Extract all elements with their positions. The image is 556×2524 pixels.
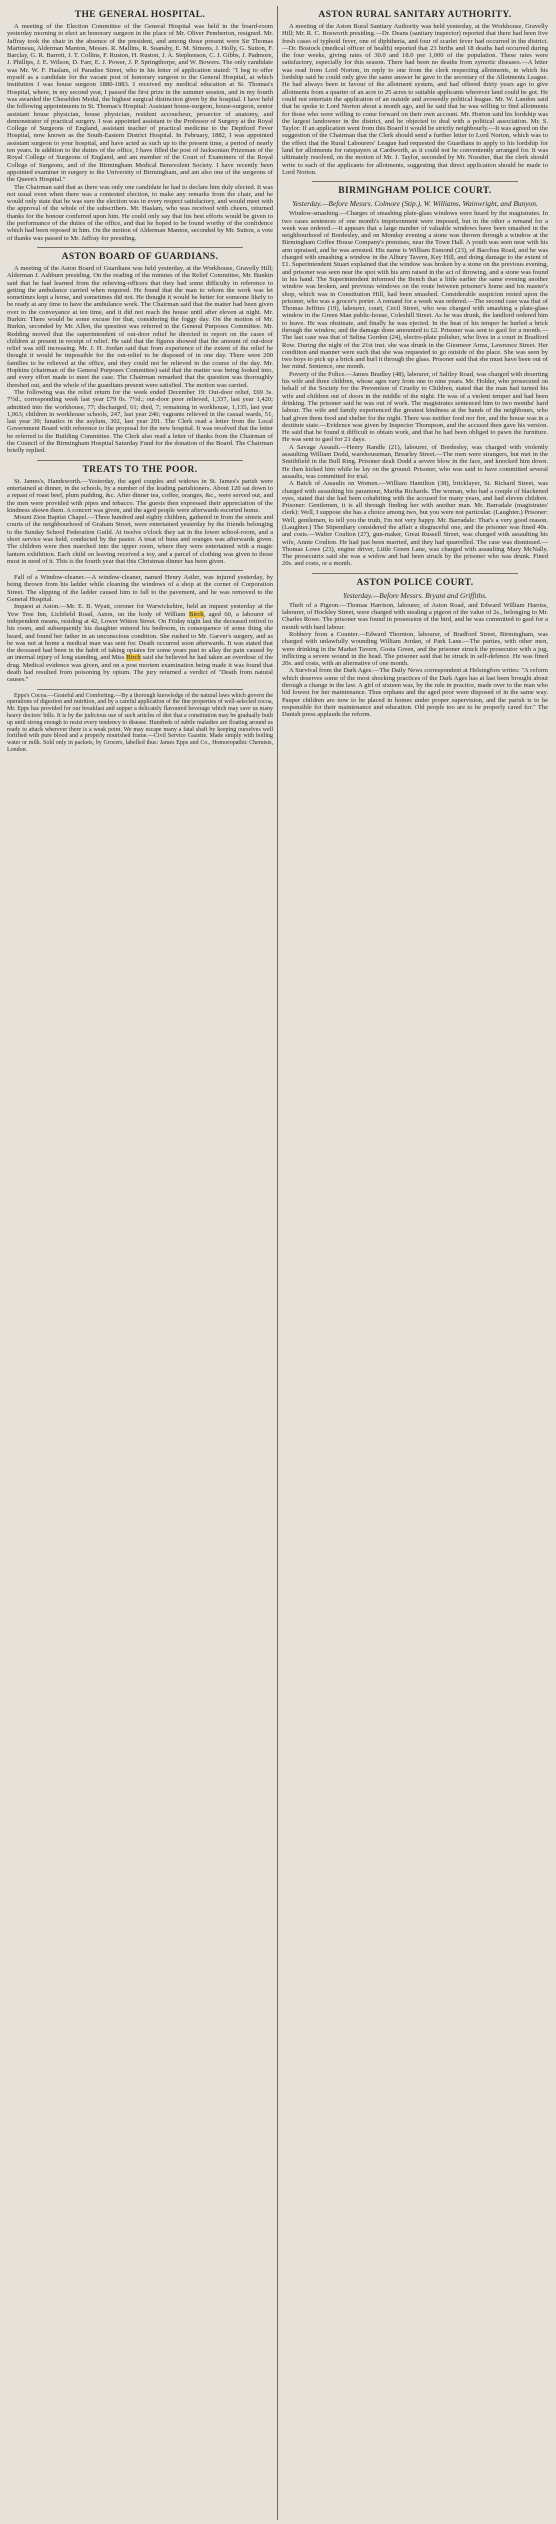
general-hospital-para-2: The Chairman said that as there was only one candidate he had to declare him duly elected. It was not usual even when there was a contested election, to make any remarks from the chair, and he would only state that he was sure the election was in every respect satisfactory, and would meet with the approval of the whole of the subscribers. Mr. Haslam, who was received with cheers, returned thanks for the honour conferred upon him. He could only say that his best efforts would be given to the performance of the duties of the office, and that he hoped to be found worthy of the confidence which had been reposed in him. On the motion of Alderman Manton, seconded by Mr. Sutton, a vote of thanks was passed to Mr. Jaffray for presiding. <box>7 183 273 242</box>
police-para-4: A Batch of Assaults on Women.—William Hamilton (38), bricklayer, St. Richard Street, was charged with assaulting his paramour, Martha Richards. The woman, who had a couple of blackened eyes, stated that she had been cohabiting with the accused for many years, and had eleven children. Prisoner: Gentlemen, it is all through finding her with another man. Mr. Barradale (magistrates' clerk): Well, I suppose she has a choice among two, but you were not particular. (Laughter.) Prisoner: Well, gentlemen, to tell you the truth, I'm not very happy. Mr. Barradale: That's a very good reason. (Laughter.) The Stipendiary considered the affair a disgraceful one, and the prisoner was fined 40s. and costs.—Walter Coulton (27), gun-maker, Great Russell Street, was charged with assaulting his wife, Annie Coulton. He had just been married, and they had quarrelled. The case was dismissed.—Thomas Lowe (23), engine driver, Little Green Lane, was charged with assaulting Mary McNally. The prosecutrix said she was a widow and had been struck by the prisoner who was drunk. Fined 20s. and costs, or a month. <box>282 480 548 568</box>
general-hospital-para-1: A meeting of the Election Committee of the General Hospital was held in the board-room yesterday morning to elect an honorary surgeon in the place of Mr. Oliver Pemberton, resigned. Mr. Jaffray took the chair in the absence of the president, and among those present were Sir Thomas Martineau, Alderman Manton, Messrs. R. Mallins, R. Soansby, E. M. Simons, J. Holly, G. Sutton, F. Barclay, G. R. Barrett, J. T. Collins, F. Ruston, H. Ruston, J. A. Stephenson, C. J. Gibbs, J. Padmore, J. Phillips, J. E. Wilson, D. Farr, E. J. Power, J. P. Springthorpe, and W. Bowers. The only candidate was Mr. W. F. Haslam, of Paradise Street, who in his letter of application stated: "I beg to offer myself as a candidate for the vacant post of honorary surgeon to the General Hospital, at which institution I was house surgeon 1880-1883. I received my medical education at St. Thomas's Hospital, where, in my second year, I passed the first prize in the summer session, and in my fourth was awarded the Cheselden Medal, the highest surgical distinction given by the hospital. I have held the following appointments in St. Thomas's Hospital: Assistant house-surgeon, house-surgeon, senior assistant house physician, house physician, resident accoucheur, prosector of anatomy, and demonstrator of practical surgery. I was appointed assistant to the Professor of Surgery at the Royal College of Surgeons of England, assistant teacher of practical medicine to the Deptford Fever Hospital, now known as the South-Eastern District Hospital. In February, 1882, I was appointed assistant surgeon to your hospital, and have acted as such up to the present time, a period of nearly ten years. In addition to the duties of the office, I have filled the post of Jacksonian Prizeman of the Royal College of Surgeons of England, and am member of the Court of Examiners of the Royal College of Surgeons, and of the Birmingham Medical Benevolent Society. I have recently been appointed examiner in surgery to the University of Birmingham, and am also one of the surgeons of the Queen's Hospital." <box>7 23 273 184</box>
treats-heading: TREATS TO THE POOR. <box>82 464 198 475</box>
aston-police-para-2: Robbery from a Counter.—Edward Thornton, labourer, of Bradford Street, Birmingham, was charged with unlawfully wounding William Jordan, of Park Lane.—The parties, with other men, were drinking in the Market Tavern, Gosta Green, and the prisoner struck the prosecutor with a jug, inflicting a severe wound in the head. The prisoner said that he struck in self-defence. He was fined 20s. and costs, with an alternative of one month. <box>282 630 548 668</box>
cocoa-footnote: Epps's Cocoa.—Grateful and Comforting.—By a thorough knowledge of the natural laws which govern the operations of digestion and nutrition, and by a careful application of the fine properties of well-selected cocoa, Mr. Epps has provided for our breakfast and supper a delicately flavoured beverage which may save us many heavy doctors' bills. It is by the judicious use of such articles of diet that a constitution may be gradually built up until strong enough to resist every tendency to disease. Hundreds of subtle maladies are floating around us ready to attack wherever there is a weak point. We may escape many a fatal shaft by keeping ourselves well fortified with pure blood and a properly nourished frame.—Civil Service Gazette. Made simply with boiling water or milk. Sold only in packets, by Grocers, labelled thus: James Epps and Co., Homoeopathic Chemists, London. <box>7 692 273 754</box>
police-court-note: Yesterday.—Before Messrs. Colmore (Stip.), W. Williams, Wainwright, and Bunyon. <box>292 199 538 209</box>
window-cleaner-para: Fall of a Window-cleaner.—A window-cleaner, named Henry Astler, was injured yesterday, by being thrown from his ladder while cleaning the windows of a shop at the corner of Corporation Street. The slipping of the ladder caused him to fall to the pavement, and he was removed to the General Hospital. <box>7 574 273 604</box>
aston-police-heading: ASTON POLICE COURT. <box>356 577 474 588</box>
police-para-2: Poverty of the Police.—James Bradley (48), labourer, of Saltley Road, was charged with deserting his wife and three children, whose ages vary from one to nine years. Mr. Holder, who prosecuted on behalf of the Society for the Prevention of Cruelty to Children, stated that the man had turned his wife and children out of doors in the middle of the night. He was of a violent temper and had been drinking. The prisoner said he was out of work. The magistrates sentenced him to two months' hard labour. The wife and family experienced the greatest kindness at the hands of the neighbours, who had given them food and shelter for the night. There was neither food nor fire, and the house was in a destitute state.—Evidence was given by Inspector Thompson, and the accused then gave his version. He said that he found it difficult to obtain work, and that he had been obliged to pawn the furniture. He was sent to gaol for 21 days. <box>282 370 548 444</box>
aston-police-para-1: Theft of a Pigeon.—Thomas Harrison, labourer, of Aston Road, and Edward William Harriss, labourer, of Hockley Street, were charged with stealing a pigeon of the value of 2s., belonging to Mr. Charles Rowe. The prisoner was found in possession of the bird, and he was committed to gaol for a month with hard labour. <box>282 601 548 631</box>
section-rule <box>37 570 243 571</box>
treats-para-1: St. James's, Handsworth.—Yesterday, the aged couples and widows in St. James's parish were entertained at dinner, in the schools, by a number of the leading parishioners. About 120 sat down to a repast of roast beef, plum pudding, &c. After dinner tea, coffee, oranges, &c., were served out, and the men were provided with pipes and tobacco. The guests then expressed their appreciation of the kindness shown them. A concert was given, and the aged people were afterwards escorted home. <box>7 477 273 514</box>
guardians-heading: ASTON BOARD OF GUARDIANS. <box>61 251 219 262</box>
guardians-para-1: A meeting of the Aston Board of Guardians was held yesterday, at the Workhouse, Gravelly Hill; Alderman J. Ashburn presiding. On the reading of the minutes of the Relief Committee, Mr. Bunkin said that he had learned from the relieving-officers that they had some difficulty in reference to getting the ambulance carried when required. He found that the man to whom the work was let sometimes kept a horse, and sometimes did not. He thought it would be better for someone likely to be ready at any time to have the ambulance work. The Chairman said that the matter had been given over to the conveyance at ten time, and it did not reach the house until after eleven at night. Mr. Burkin: There would be some excuse for that, considering the foggy day. On the motion of Mr. Burkin, seconded by Mr. Allen, the question was referred to the General Purposes Committee. Mr. Redding moved that the superintendent of out-door relief be directed to report on the cases of children at present in receipt of relief. He said that the figures showed that the amount of out-door relief was still increasing. Mr. J. H. Jordan said that from experience of the extent of the relief he thought it would be impossible for the out-relief to be disposed of in one day. There were 200 families to be relieved at the office, and they could not be relieved in the course of the day. Mr. Hopkins (chairman of the General Purposes Committee) said that the matter was being looked into, and every effort made to meet the case. The Chairman remarked that the question was thoroughly threshed out, and the whole of the guardians present were satisfied. The motion was carried. <box>7 264 273 389</box>
treats-para-2: Mount Zion Baptist Chapel.—Three hundred and eighty children, gathered in from the streets and courts of the neighbourhood of Graham Street, were entertained yesterday by the friends belonging to the Sunday School Federation Guild. At twelve o'clock they sat in the lower school-room, and a short service was held, conducted by the pastor. A treat of buns and oranges was afterwards given. The children were then marched into the upper room, where they were entertained with a magic lantern exhibition. Each child on leaving received a toy, and a parcel of clothing was given to those most in need of it. This is the fourth year that this Christmas dinner has been given. <box>7 514 273 565</box>
section-rule <box>37 689 243 690</box>
highlighted-name: Birch <box>126 654 141 662</box>
general-hospital-heading: THE GENERAL HOSPITAL. <box>74 10 206 20</box>
section-rule <box>312 573 518 574</box>
police-para-3: A Savage Assault.—Henry Randle (21), labourer, of Bordesley, was charged with violently assaulting William Dodd, warehouseman, Brearley Street.—The men were strangers, but met in the Smithfield in the Bull Ring. Prisoner dealt Dodd a severe blow in the face, and knocked him down. He then kicked him while he lay on the ground. Prisoner, who was said to have committed several assaults, was committed for trial. <box>282 443 548 480</box>
sanitary-para-1: A meeting of the Aston Rural Sanitary Authority was held yesterday, at the Workhouse, Gravelly Hill; Mr. R. C. Bosworth presiding.—Dr. Deans (sanitary inspector) reported that there had been five fresh cases of typhoid fever, one of diphtheria, and four of scarlet fever had occurred in the district.—Dr. Bostock (medical officer of health) reported that 23 births and 18 deaths had occurred during the four weeks, giving rates of 30.0 and 18.0 per 1,000 of the population. These rates were satisfactory, especially for this season. There had been no deaths from zymotic diseases.—A letter was read from Lord Norton, in reply to one from the clerk respecting allotments, in which his lordship said he could only give the same answer he gave to the secretary of the Allotments League. He had always been in favour of the allotment system, and had offered thirty years ago to give allotments from a quarter of an acre to 25 acres to suitable applicants wherever land could be got. He could not entertain the application of an outside and avowedly political league. Mr. W. Landon said that he spoke to Lord Norton about a month ago, and he said that he was willing to find allotments for those who were willing to come forward on their own account. Mr. Horton said his lordship was the largest landowner in the district, and he objected to deal with a political association. Mr. S. Taylor: If an application went from this Board it would be strictly neighbourly.—It was agreed on the suggestion of the Chairman that the Clerk should send a further letter to Lord Norton, which was to the effect that the Rural Labourers' League had requested the Guardians to apply to his lordship for land for allotments for ratepayers at Cardworth, as it could not be conveniently arranged for. It was ultimately resolved, on the motion of Mr. J. Taylor, seconded by Mr. Nossiter, that the clerk should write to each of the applicants for allotments, suggesting that direct application should be made to Lord Norton. <box>282 23 548 176</box>
section-rule <box>37 247 243 248</box>
police-para-1: Window-smashing.—Charges of smashing plate-glass windows were heard by the magistrates. In two cases sentences of one month's imprisonment were imposed, but in the other a remand for a week was ordered.—It appears that a large number of valuable windows have been smashed in the neighbourhood of Bordesley, and on Monday evening a stone was thrown through a window at the Birmingham Coffee House Company's premises, near the Town Hall. A youth was seen near with his arm upraised, and he was arrested. His name is William Esmond (23), of Bacchus Road, and he was charged with smashing a window in the Albury Tavern, Key Hill, and doing damage to the extent of £1. Superintendent Stuart explained that the window was broken by a stone on the previous evening, and prisoner was seen near the spot with his arm raised in the act of throwing, and a stone was found in his hand. The Superintendent informed the Bench that a little earlier the same evening another window was broken, and previous windows on the route between prisoner's home and his master's shop, which was in Constitution Hill, had been smashed. Considerable suspicion rested upon the prisoner, who was a grocer's porter. A remand for a week was ordered.—The second case was that of Thomas Jeffries (19), labourer, court, Cecil Street, who was charged with smashing a plate-glass window in the Green Man public-house, Coleshill Street. As he was drunk, the landlord ordered him to leave. He was obstinate, and finally he was ejected. In the heat of his temper he hurled a brick through the window, and the damage done amounted to £2. Prisoner was sent to gaol for a month.—The last case was that of Selina Gordon (24), electro-plate polisher, who lives in a court in Bradford Row. During the night of the 21st inst. she was drunk in the Giesmeer Arms, Lawrence Street. Her condition and manner were such that she was requested to go outside of the place. She was seen by two boys to pick up a brick and hurl it through the glass. Prisoner said that she must have been out of her mind. Sentence, one month. <box>282 210 548 371</box>
inquest-para <box>7 603 273 683</box>
aston-police-court-note: Yesterday.—Before Messrs. Bryant and Griffiths. <box>343 590 487 600</box>
left-column <box>4 6 276 2520</box>
inquest-text: Inquest at Aston.—Mr. E. B. Wyatt, coroner for Warwickshire, held an inquest yesterday at the Yew Tree Inn, Lichfield Road, Aston, on the body of William Birch, aged 60, a labourer of independent means, residing at 42, Lower Witton Street. On Friday night last the deceased retired to his room, and subsequently his daughter entered his bedroom, in consequence of some thing she heard, and found her father in an unconscious condition. She rushed to Mr. Garver's surgery, and as he was not at home a medical man was sent for. Death occurred soon afterwards. It was stated that the deceased had been in the habit of taking opiates for some years past to allay the pain caused by an internal injury of long standing, and Miss Birch said she believed he had taken an overdose of the drug. Medical evidence was given, and on a post mortem examination being made it was found that death had resulted from poisoning by opium. The jury returned a verdict of "Death from natural causes." <box>7 603 274 684</box>
aston-police-para-3: A Survival from the Dark Ages.—The Daily News correspondent at Helsingfors writes: "A reform which deserves some of the most shocking practices of the Dark Ages has at last been brought about through a change in the law. A girl of sixteen was, by the rule in practice, made over to the man who bid lowest for her maintenance. Thus orphans and the aged poor were disposed of in the same way. Pauper children are now to be placed in homes under proper supervision, and the parish is to be responsible for their maintenance and education. Old people too are to be properly cared for." The Danish press applauds the reform. <box>282 667 548 719</box>
highlighted-name: Birch <box>188 610 204 618</box>
section-rule <box>312 181 518 182</box>
right-column <box>279 6 551 2520</box>
column-divider <box>277 6 278 2520</box>
section-rule <box>37 460 243 461</box>
sanitary-heading: ASTON RURAL SANITARY AUTHORITY. <box>318 10 512 20</box>
police-heading: BIRMINGHAM POLICE COURT. <box>338 186 492 197</box>
guardians-para-2: The following was the relief return for the week ended December 19: Out-door relief, £69 3s. 7½d., corresponding week last year £79 0s. 7½d.; out-door poor relieved, 1,337, last year 1,420; admitted into the workhouse, 77; discharged, 61; died, 7; remaining in workhouse, 1,135, last year 1,063; children in workhouse schools, 247, last year 246; vagrants relieved in the casual wards, 51, last year 39; lunatics in the asylum, 302, last year 291. The Clerk read a letter from the Local Government Board with reference to the proposal for the new hospital. It was resolved that the letter be referred to the Building Committee. The Clerk also read a letter of thanks from the Chairman of the Council of the Birmingham Hospital Saturday Fund for the donation of the Board. The Chairman briefly replied. <box>7 388 273 455</box>
